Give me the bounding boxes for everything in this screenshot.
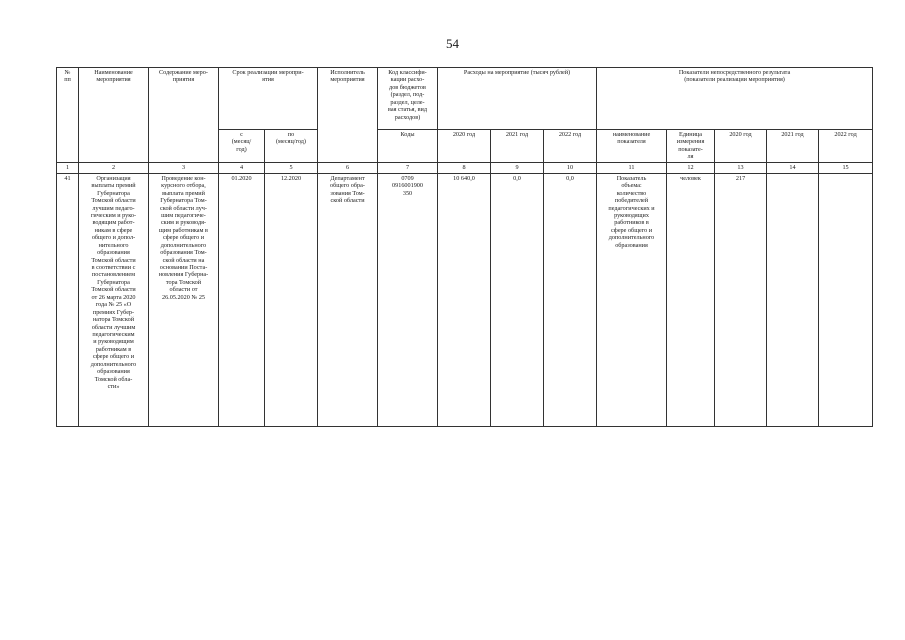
column-number-row [57, 162, 873, 173]
row-exp-2021: 0,0 [491, 173, 544, 426]
row-to: 12.2020 [265, 173, 318, 426]
column-number: 15 [819, 162, 873, 173]
row-ind-2020: 217 [715, 173, 767, 426]
header-row-1 [57, 68, 873, 130]
row-ind-2021 [767, 173, 819, 426]
column-number: 2 [79, 162, 149, 173]
header-exp-2022: 2022 год [544, 130, 597, 163]
header-expenses: Расходы на мероприятие (тысяч рублей) [438, 68, 597, 130]
row-codes: 0709 0916001900 350 [378, 173, 438, 426]
header-period: Срок реализации меропри- ятия [219, 68, 318, 130]
header-codes: Коды [378, 130, 438, 163]
row-exp-2022: 0,0 [544, 173, 597, 426]
row-from: 01.2020 [219, 173, 265, 426]
column-number: 5 [265, 162, 318, 173]
header-period-to: по (месяц/год) [265, 130, 318, 163]
column-number: 14 [767, 162, 819, 173]
header-exp-2021: 2021 год [491, 130, 544, 163]
column-number: 9 [491, 162, 544, 173]
header-ind-2020: 2020 год [715, 130, 767, 163]
column-number: 7 [378, 162, 438, 173]
header-ind-2021: 2021 год [767, 130, 819, 163]
header-executor: Исполнитель мероприятия [318, 68, 378, 163]
header-code: Код классифи- кации расхо- дов бюджетов (раздел, под- раздел, целе- вая статья, вид расходов) [378, 68, 438, 130]
column-number: 11 [597, 162, 667, 173]
row-ind-unit: человек [667, 173, 715, 426]
column-number: 3 [149, 162, 219, 173]
header-exp-2020: 2020 год [438, 130, 491, 163]
header-no: № пп [57, 68, 79, 163]
column-number: 13 [715, 162, 767, 173]
column-number: 1 [57, 162, 79, 173]
column-number: 12 [667, 162, 715, 173]
table-row [57, 173, 873, 426]
column-number: 6 [318, 162, 378, 173]
header-name: Наименование мероприятия [79, 68, 149, 163]
row-ind-2022 [819, 173, 873, 426]
header-content: Содержание меро- приятия [149, 68, 219, 163]
row-exp-2020: 10 640,0 [438, 173, 491, 426]
header-ind-name: наименование показателя [597, 130, 667, 163]
row-executor: Департамент общего обра- зования Том- ской области [318, 173, 378, 426]
row-name: Организация выплаты премий Губернатора Томской области лучшим педаго- гическим и руко- водящим работ- никам в сфере общего и допол- нительного образования Томской области в соответствии с постановлением Губернатора Томской области от 26 марта 2020 года № 25 «О премиях Губер- натора Томской области лучшим педагогическим и руководящим работникам в сфере общего и дополнительного образования Томской обла- сти» [79, 173, 149, 426]
header-indicators: Показатели непосредственного результата (показатели реализации мероприятия) [597, 68, 873, 130]
column-number: 4 [219, 162, 265, 173]
header-ind-2022: 2022 год [819, 130, 873, 163]
row-content: Проведение кон- курсного отбора, выплата премий Губернатора Том- ской области луч- шим педагогиче- ским и руководя- щим работникам в сфере общего и дополнительного образования Том- ской области на основании Поста- новления Губерна- тора Томской области от 26.05.2020 № 25 [149, 173, 219, 426]
header-period-from: с (месяц/ год) [219, 130, 265, 163]
page-number: 54 [446, 36, 459, 51]
row-no: 41 [57, 173, 79, 426]
activities-table [56, 67, 873, 427]
row-ind-name: Показатель объема: количество победителей педагогических и руководящих работников в сфере общего и дополнительного образования [597, 173, 667, 426]
column-number: 8 [438, 162, 491, 173]
header-ind-unit: Единица измерения показате- ля [667, 130, 715, 163]
column-number: 10 [544, 162, 597, 173]
